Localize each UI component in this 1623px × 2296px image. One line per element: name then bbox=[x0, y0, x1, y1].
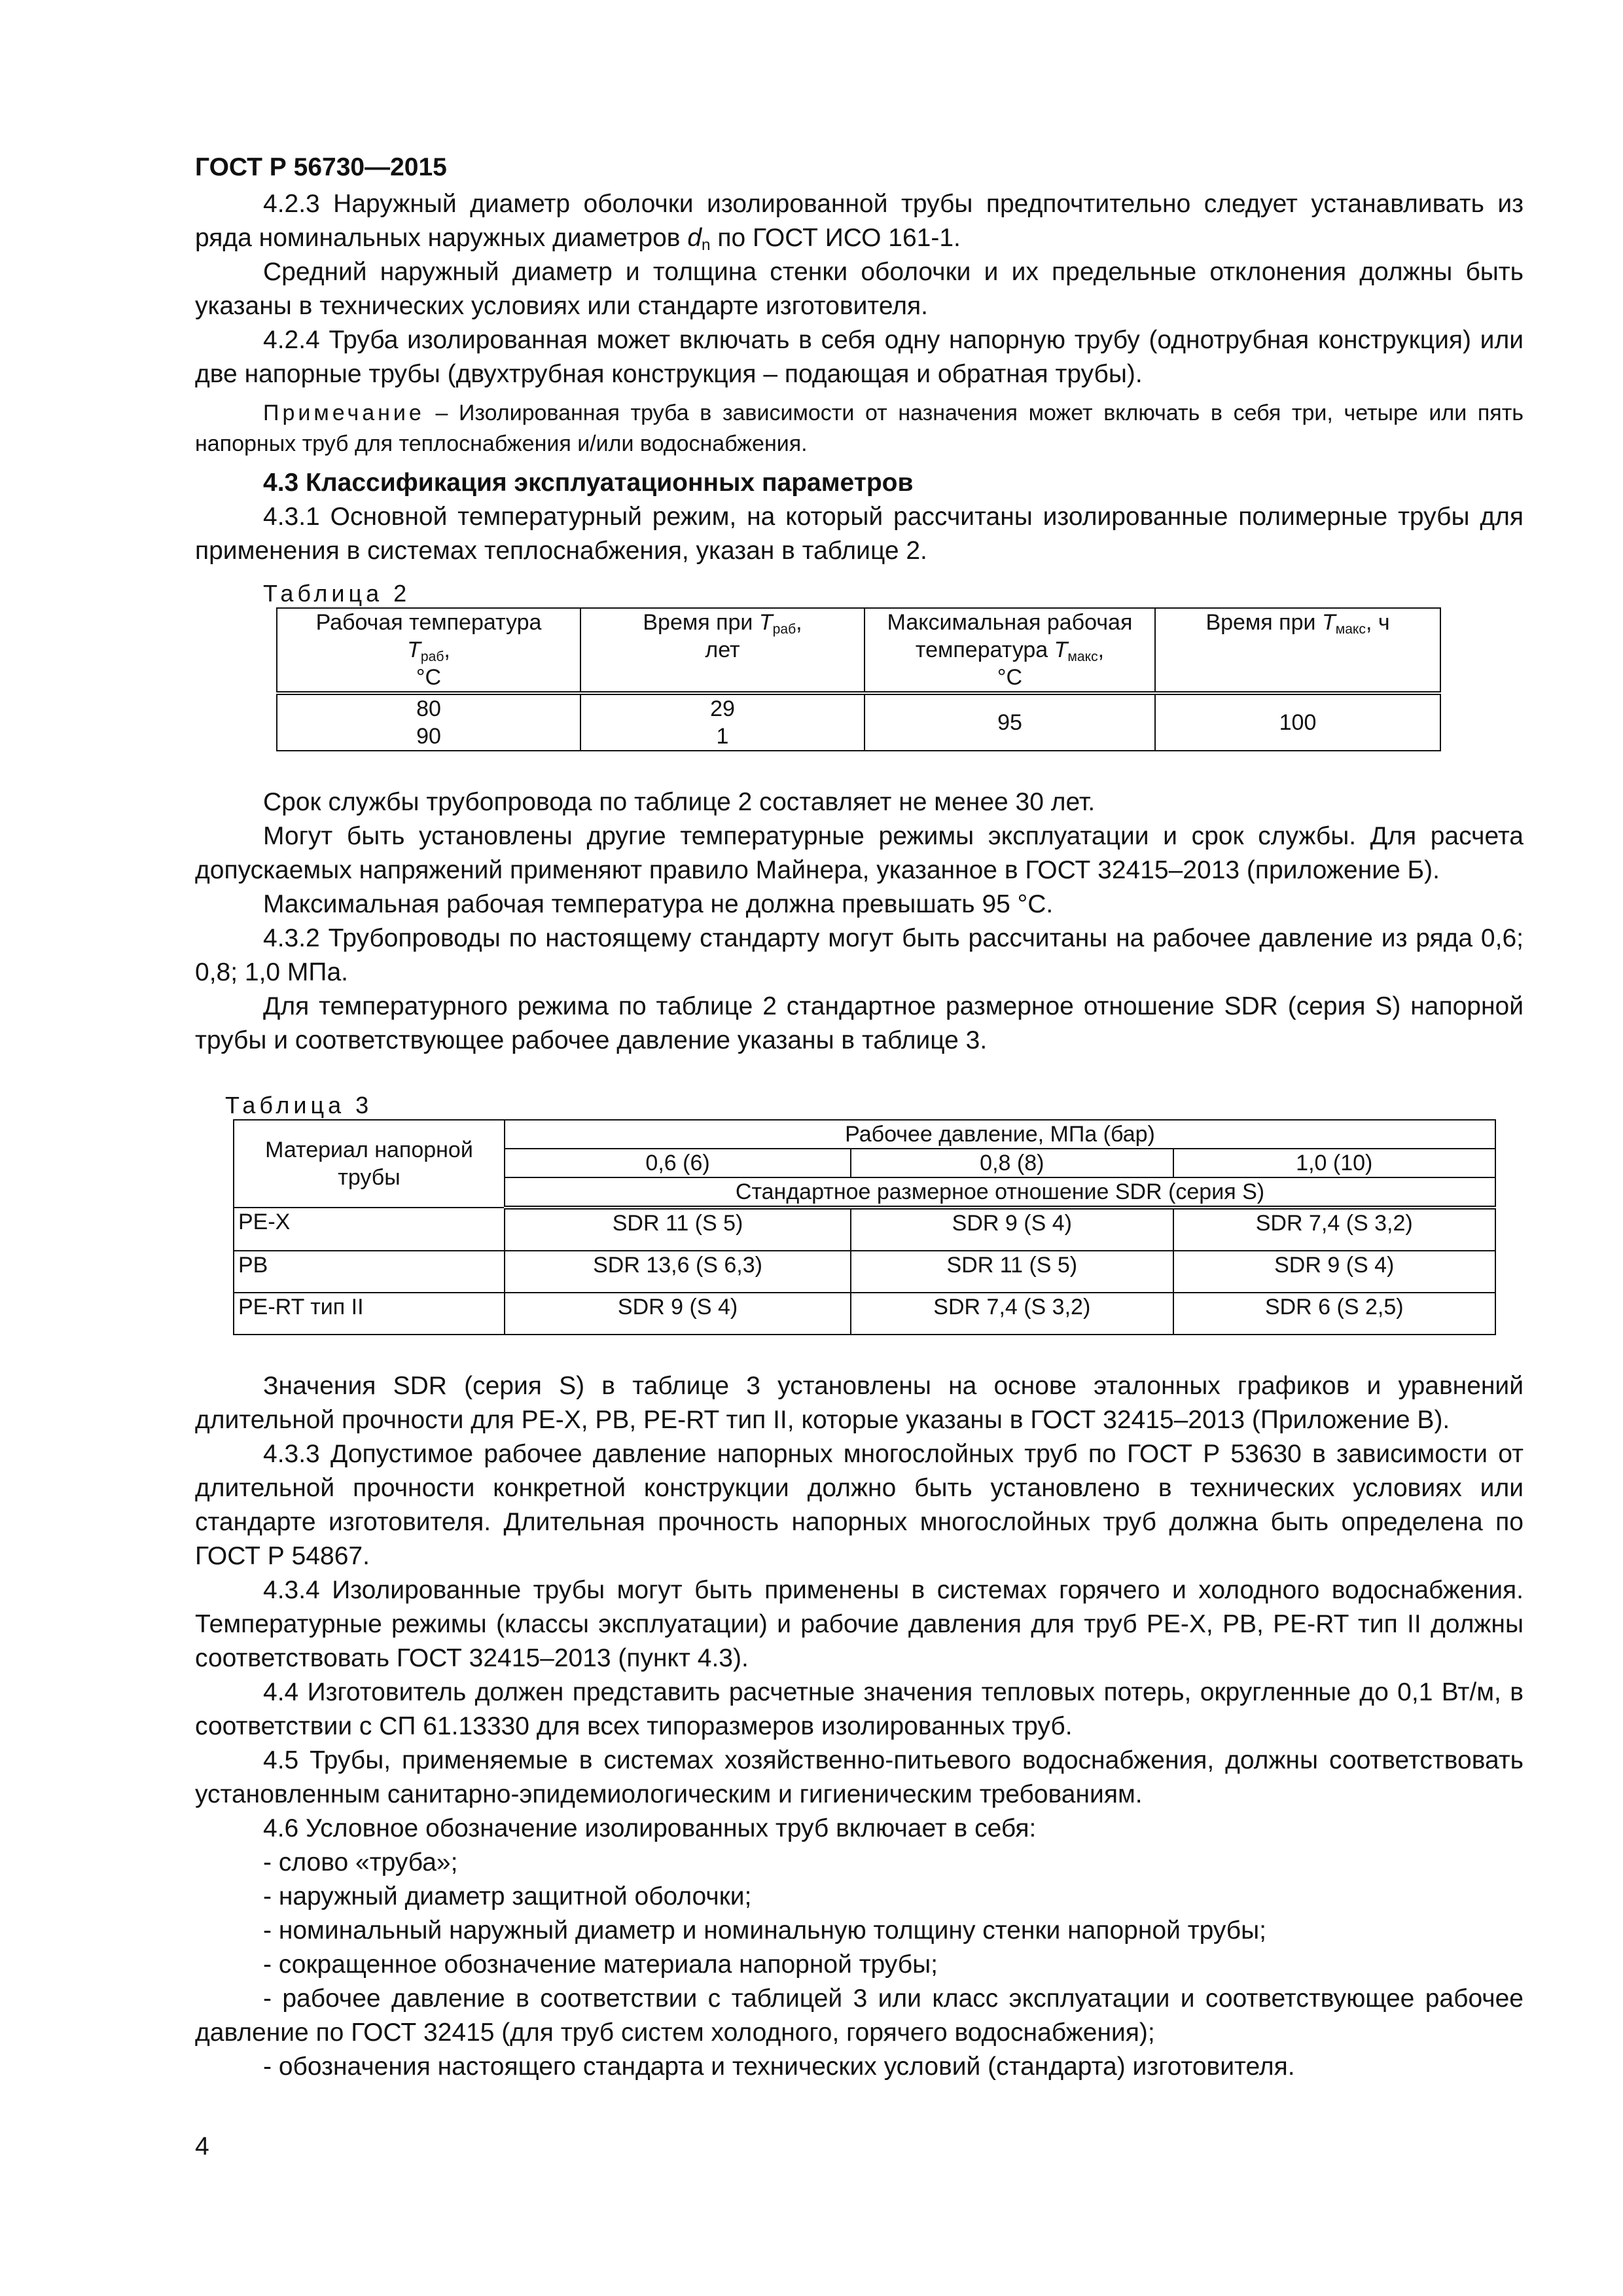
table-header-row bbox=[234, 1120, 1495, 1149]
paragraph-4-3-4: 4.3.4 Изолированные трубы могут быть применены в системах горячего и холодного водоснабжения. Температурные режимы (классы эксплуатации) и рабочие давления для труб PE-X, PB, PE-RT тип II должны соответствовать ГОСТ 32415–2013 (пункт 4.3). bbox=[195, 1576, 1524, 1672]
paragraph: Значения SDR (серия S) в таблице 3 установлены на основе эталонных графиков и уравнений длительной прочности для PE-X, PB, PE-RT тип II, которые указаны в ГОСТ 32415–2013 (Приложение В). bbox=[195, 1372, 1524, 1434]
list-item: - рабочее давление в соответствии с таблицей 3 или класс эксплуатации и соответствующее рабочее давление по ГОСТ 32415 (для труб систем холодного, горячего водоснабжения); bbox=[195, 1984, 1524, 2047]
header-cell-pressure-3: 1,0 (10) bbox=[1173, 1149, 1496, 1177]
header-cell-pressure-2: 0,8 (8) bbox=[851, 1149, 1173, 1177]
cell-material: PE-X bbox=[234, 1208, 505, 1251]
list-item: - наружный диаметр защитной оболочки; bbox=[263, 1882, 752, 1910]
table-3-caption: Таблица 3 bbox=[225, 1092, 373, 1119]
paragraph-4-4: 4.4 Изготовитель должен представить расчетные значения тепловых потерь, округленные до 0,1 Вт/м, в соответствии с СП 61.13330 для всех типоразмеров изолированных труб. bbox=[195, 1678, 1524, 1740]
cell-material: PE-RT тип II bbox=[234, 1293, 505, 1335]
table-row bbox=[234, 1208, 1495, 1251]
cell-sdr: SDR 6 (S 2,5) bbox=[1173, 1293, 1496, 1335]
paragraph-4-3-2: 4.3.2 Трубопроводы по настоящему стандарту могут быть рассчитаны на рабочее давление из ряда 0,6; 0,8; 1,0 МПа. bbox=[195, 924, 1524, 986]
page-content bbox=[195, 149, 1524, 2084]
paragraph-4-2-4: 4.2.4 Труба изолированная может включать в себя одну напорную трубу (однотрубная конструкция) или две напорные трубы (двухтрубная конструкция – подающая и обратная трубы). bbox=[195, 326, 1524, 388]
note-text: – Изолированная труба в зависимости от назначения может включать в себя три, четыре или пять напорных труб для теплоснабжения и/или водоснабжения. bbox=[195, 401, 1524, 456]
section-heading-4-3: 4.3 Классификация эксплуатационных параметров bbox=[263, 469, 914, 497]
paragraph-4-3-1: 4.3.1 Основной температурный режим, на который рассчитаны изолированные полимерные трубы для применения в системах теплоснабжения, указан в таблице 2. bbox=[195, 503, 1524, 565]
header-cell-material: Материал напорной трубы bbox=[234, 1120, 505, 1208]
table-3 bbox=[233, 1119, 1496, 1335]
paragraph: Максимальная рабочая температура не должна превышать 95 °С. bbox=[263, 890, 1054, 918]
cell-sdr: SDR 11 (S 5) bbox=[851, 1251, 1173, 1293]
cell-work-temp: 80 90 bbox=[277, 693, 580, 751]
table-row bbox=[234, 1251, 1495, 1293]
diameter-subscript: n bbox=[702, 236, 711, 254]
document-header: ГОСТ Р 56730—2015 bbox=[195, 153, 447, 181]
paragraph: Средний наружный диаметр и толщина стенки оболочки и их предельные отклонения должны быть указаны в технических условиях или стандарте изготовителя. bbox=[195, 258, 1524, 320]
header-cell-sdr: Стандартное размерное отношение SDR (серия S) bbox=[505, 1177, 1495, 1208]
cell-work-time: 29 1 bbox=[580, 693, 865, 751]
cell-material: PB bbox=[234, 1251, 505, 1293]
cell-sdr: SDR 13,6 (S 6,3) bbox=[505, 1251, 851, 1293]
cell-max-temp: 95 bbox=[865, 693, 1155, 751]
list-item: - обозначения настоящего стандарта и технических условий (стандарта) изготовителя. bbox=[263, 2053, 1295, 2081]
table-2-caption: Таблица 2 bbox=[263, 580, 411, 607]
cell-sdr: SDR 7,4 (S 3,2) bbox=[1173, 1208, 1496, 1251]
list-item: - сокращенное обозначение материала напорной трубы; bbox=[263, 1950, 938, 1979]
table-2 bbox=[276, 607, 1441, 751]
table-row bbox=[277, 693, 1440, 751]
cell-sdr: SDR 11 (S 5) bbox=[505, 1208, 851, 1251]
list-item: - слово «труба»; bbox=[263, 1848, 458, 1876]
cell-sdr: SDR 9 (S 4) bbox=[851, 1208, 1173, 1251]
header-cell-pressure: Рабочее давление, МПа (бар) bbox=[505, 1120, 1495, 1149]
cell-max-time: 100 bbox=[1155, 693, 1440, 751]
cell-sdr: SDR 7,4 (S 3,2) bbox=[851, 1293, 1173, 1335]
paragraph-4-6: 4.6 Условное обозначение изолированных труб включает в себя: bbox=[263, 1814, 1037, 1842]
table-header-row bbox=[277, 608, 1440, 693]
paragraph-4-5: 4.5 Трубы, применяемые в системах хозяйственно-питьевого водоснабжения, должны соответствовать установленным санитарно-эпидемиологическим и гигиеническим требованиям. bbox=[195, 1746, 1524, 1808]
note-label: Примечание bbox=[263, 401, 425, 425]
note bbox=[195, 398, 1524, 459]
page-number: 4 bbox=[195, 2132, 209, 2161]
list-item: - номинальный наружный диаметр и номинальную толщину стенки напорной трубы; bbox=[263, 1916, 1266, 1945]
paragraph: Могут быть установлены другие температурные режимы эксплуатации и срок службы. Для расчета допускаемых напряжений применяют правило Майнера, указанное в ГОСТ 32415–2013 (приложение Б). bbox=[195, 822, 1524, 884]
table-row bbox=[234, 1293, 1495, 1335]
paragraph-4-2-3 bbox=[195, 187, 1524, 255]
cell-sdr: SDR 9 (S 4) bbox=[1173, 1251, 1496, 1293]
diameter-symbol: d bbox=[687, 224, 702, 252]
header-cell-work-temp: Рабочая температура $T_{раб}$, °С bbox=[277, 608, 580, 693]
paragraph: Для температурного режима по таблице 2 стандартное размерное отношение SDR (серия S) напорной трубы и соответствующее рабочее давление указаны в таблице 3. bbox=[195, 992, 1524, 1054]
header-cell-max-time: Время при $T_{макс}$, ч bbox=[1155, 608, 1440, 693]
paragraph-4-3-3: 4.3.3 Допустимое рабочее давление напорных многослойных труб по ГОСТ Р 53630 в зависимости от длительной прочности конкретной конструкции должно быть установлено в технических условиях или стандарте изготовителя. Длительная прочность напорных многослойных труб должна быть определена по ГОСТ Р 54867. bbox=[195, 1440, 1524, 1570]
paragraph-text: 4.2.3 Наружный диаметр оболочки изолированной трубы предпочтительно следует устанавливать из ряда номинальных наружных диаметров bbox=[195, 190, 1524, 252]
header-cell-pressure-1: 0,6 (6) bbox=[505, 1149, 851, 1177]
header-cell-max-temp: Максимальная рабочая температура $T_{макс}$, °С bbox=[865, 608, 1155, 693]
paragraph-text: по ГОСТ ИСО 161-1. bbox=[717, 224, 961, 252]
paragraph: Срок службы трубопровода по таблице 2 составляет не менее 30 лет. bbox=[263, 788, 1096, 816]
header-cell-work-time: Время при $T_{раб}$, лет bbox=[580, 608, 865, 693]
cell-sdr: SDR 9 (S 4) bbox=[505, 1293, 851, 1335]
